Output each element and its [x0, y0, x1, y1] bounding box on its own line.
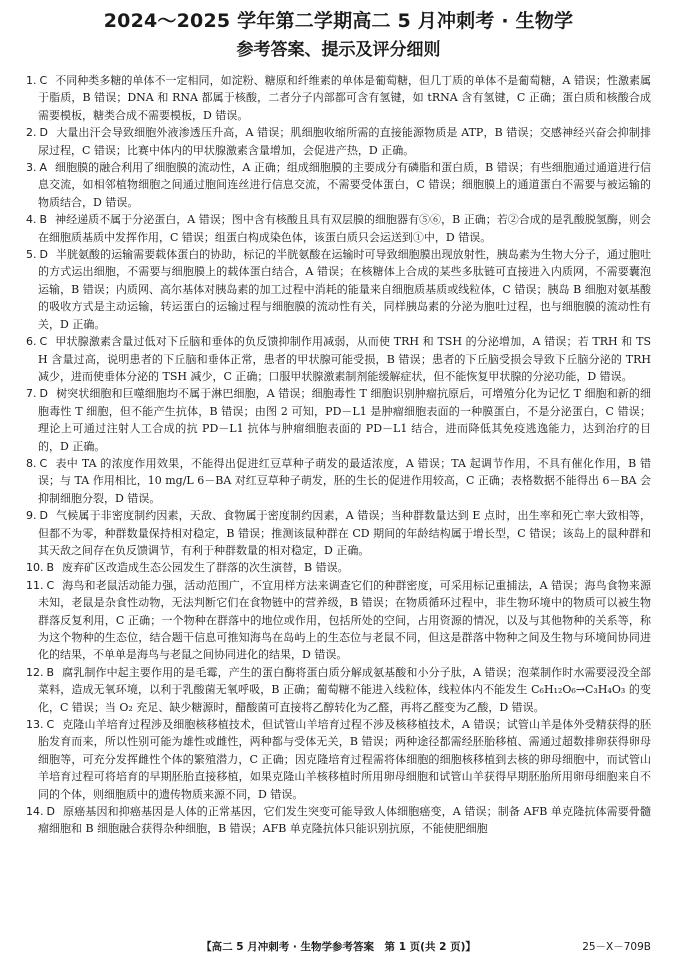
answer-item	[26, 507, 651, 559]
footer-code: 25－X－709B	[582, 941, 651, 953]
answer-choice: D	[39, 509, 48, 523]
answer-choice: C	[39, 456, 48, 470]
answer-item	[26, 72, 651, 124]
answer-explanation: 细胞膜的融合利用了细胞膜的流动性，A 正确；组成细胞膜的主要成分有磷脂和蛋白质，B 错误；有些细胞通过通道进行信息交流，如相邻植物细胞之间通过胞间连丝进行信息交流，不需要受体蛋白，C 错误；细胞膜上的通道蛋白不需要与被运输的物质结合，D 错误。	[38, 161, 651, 209]
answer-explanation: 原癌基因和抑癌基因是人体的正常基因，它们发生突变可能导致人体细胞癌变，A 错误；制备 AFB 单克隆抗体需要骨髓瘤细胞和 B 细胞融合获得杂种细胞，B 错误；AFB 单克隆抗体只能识别抗原，不能使肥细胞	[38, 805, 651, 836]
answer-list	[26, 72, 651, 838]
answer-item	[26, 246, 651, 333]
answer-choice: B	[39, 213, 48, 227]
answer-choice: D	[39, 387, 48, 401]
answer-explanation: 不同种类多糖的单体不一定相同，如淀粉、糖原和纤维素的单体是葡萄糖，但几丁质的单体不是葡萄糖，A 错误；性激素属于脂质，B 错误；DNA 和 RNA 都属于核酸，二者分子内部都可含有氢键，如 tRNA 含有氢键，C 正确；蛋白质和核酸合成需要模板，糖类合成不需要模板，D 错误。	[38, 74, 651, 122]
answer-choice: D	[39, 126, 48, 140]
footer-page-label: 【高二 5 月冲刺考 · 生物学参考答案 第 1 页(共 2 页)】	[201, 941, 476, 953]
answer-explanation: 甲状腺激素含量过低对下丘脑和垂体的负反馈抑制作用减弱，从而使 TRH 和 TSH 的分泌增加，A 错误；若 TRH 和 TSH 含量过高，说明患者的下丘脑和垂体正常，患者的甲状腺可能受损，B 错误；患者的下丘脑受损会导致下丘脑分泌的 TRH 减少，进而使垂体分泌的 TSH 减少，C 正确；口服甲状腺激素制剂能缓解症状，但不能恢复甲状腺的分泌功能，D 错误。	[38, 335, 651, 383]
answer-choice: C	[46, 578, 55, 592]
answer-choice: A	[39, 161, 48, 175]
answer-choice: C	[39, 74, 48, 87]
answer-explanation: 腐乳制作中起主要作用的是毛霉，产生的蛋白酶将蛋白质分解成氨基酸和小分子肽，A 错误；泡菜制作时水需要浸没全部菜料，造成无氧环境，以利于乳酸菌无氧呼吸，B 正确；葡萄糖不能进入线粒体，线粒体内不能发生 C₆H₁₂O₆→C₃H₄O₃ 的变化，C 错误；当 O₂ 充足、缺少糖源时，醋酸菌可直接将乙醇转化为乙醛，再将乙醛变为乙酸，D 错误。	[38, 665, 651, 714]
answer-item	[26, 664, 651, 716]
answer-choice: C	[39, 335, 48, 349]
answer-number: 14.	[26, 805, 44, 819]
answer-item	[26, 577, 651, 664]
answer-explanation: 气候属于非密度制约因素，天敌、食物属于密度制约因素，A 错误；当种群数量达到 E 点时，出生率和死亡率大致相等，但都不为零，种群数量保持相对稳定，B 错误；推测该鼠种群在 CD 期间的年龄结构属于增长型，C 错误；该岛上的鼠种群和其天敌之间存在负反馈调节，有利于种群数量的相对稳定，D 正确。	[38, 509, 651, 557]
answer-item	[26, 333, 651, 385]
answer-item	[26, 124, 651, 159]
answer-explanation: 海鸟和老鼠活动能力强，活动范围广，不宜用样方法来调查它们的种群密度，可采用标记重捕法，A 错误；海鸟食物来源未知，老鼠是杂食性动物，无法判断它们在食物链中的营养级，B 错误；在物质循环过程中，非生物环境中的物质可以被生物群落反复利用，C 正确；一个物种在群落中的地位或作用，包括所处的空间，占用资源的情况，以及与其他物种的关系等，称为这个物种的生态位，结合题干信息可推知海鸟在岛屿上的生态位与老鼠不同，但这是群落中物种之间及生物与环境间协同进化的结果，不单单是海鸟与老鼠之间协同进化的结果，D 错误。	[38, 578, 651, 662]
page-title: 2024～2025 学年第二学期高二 5 月冲刺考 · 生物学	[103, 10, 574, 32]
answer-explanation: 半胱氨酸的运输需要载体蛋白的协助，标记的半胱氨酸在运输时可导致细胞膜出现放射性，胰岛素为生物大分子，通过胞吐的方式运出细胞，不需要与细胞膜上的载体蛋白结合，A 错误；在核糖体上合成的某些多肽链可直接进入内质网，不需要囊泡运输，B 错误；内质网、高尔基体对胰岛素的加工过程中消耗的能量来自细胞质基质或线粒体，C 错误；胰岛 B 细胞对氨基酸的吸收方式是主动运输，转运蛋白的运输过程与细胞膜的流动性有关，同样胰岛素的分泌为胞吐过程，也与细胞膜的流动性有关，D 正确。	[38, 248, 651, 331]
answer-number: 4.	[26, 213, 37, 227]
answer-number: 1.	[26, 74, 37, 87]
answer-number: 3.	[26, 161, 37, 175]
answer-number: 7.	[26, 387, 37, 401]
answer-number: 8.	[26, 456, 37, 470]
answer-number: 13.	[26, 718, 44, 732]
answer-explanation: 废弃矿区改造成生态公园发生了群落的次生演替，B 错误。	[62, 561, 349, 575]
answer-item	[26, 559, 651, 576]
page-footer	[0, 939, 677, 955]
answer-item	[26, 716, 651, 803]
answer-number: 10.	[26, 561, 44, 575]
answer-choice: B	[46, 665, 55, 679]
answer-item	[26, 803, 651, 838]
answer-number: 5.	[26, 248, 37, 262]
page-subtitle: 参考答案、提示及评分细则	[236, 40, 441, 60]
answer-choice: D	[39, 248, 48, 262]
answer-choice: C	[46, 718, 55, 732]
answer-item	[26, 211, 651, 246]
answer-explanation: 表中 TA 的浓度作用效果，不能得出促进红豆草种子萌发的最适浓度，A 错误；TA 起调节作用，不具有催化作用，B 错误；与 TA 作用相比，10 mg/L 6－BA 对红豆草种子萌发，胚的生长的促进作用较高，C 正确；表格数据不能得出 6－BA 会抑制细胞分裂，D 错误。	[38, 456, 651, 505]
answer-explanation: 神经递质不属于分泌蛋白，A 错误；图中含有核酸且具有双层膜的细胞器有⑤⑥，B 正确；若②合成的是乳酸脱氢酶，则会在细胞质基质中发挥作用，C 错误；组蛋白构成染色体，该蛋白质只会运送到①中，D 错误。	[38, 213, 651, 244]
answer-number: 6.	[26, 335, 37, 349]
answer-item	[26, 159, 651, 211]
answer-explanation: 克隆山羊培育过程涉及细胞核移植技术，但试管山羊培育过程不涉及核移植技术，A 错误；试管山羊是体外受精获得的胚胎发育而来，所以性别可能为雄性或雌性，两种都与受体无关，B 错误；两种途径都需经胚胎移植、需通过超数排卵获得卵母细胞等，可充分发挥雌性个体的繁殖潜力，C 正确；因克隆培育过程需将体细胞的细胞核移植到去核的卵母细胞中，而试管山羊培育过程可将培育的早期胚胎直接移植，如果克隆山羊核移植时所用卵母细胞和试管山羊获得早期胚胎所用卵母细胞来自不同的个体，则细胞质中的遗传物质来源不同，D 错误。	[38, 718, 651, 801]
answer-number: 9.	[26, 509, 37, 523]
answer-explanation: 树突状细胞和巨噬细胞均不属于淋巴细胞，A 错误；细胞毒性 T 细胞识别肿瘤抗原后，可增殖分化为记忆 T 细胞和新的细胞毒性 T 细胞，但不能产生抗体，B 错误；由图 2 可知，PD－L1 是肿瘤细胞表面的一种膜蛋白，不是分泌蛋白，C 错误；理论上可通过注射人工合成的抗 PD－L1 抗体与肿瘤细胞表面的 PD－L1 结合，进而降低其免疫逃逸能力，达到治疗的目的，D 正确。	[38, 387, 651, 453]
answer-explanation: 大量出汗会导致细胞外液渗透压升高，A 错误；肌细胞收缩所需的直接能源物质是 ATP，B 错误；交感神经兴奋会抑制排尿过程，C 错误；比赛中体内的甲状腺激素含量增加，会促进产热，D 正确。	[38, 126, 651, 157]
answer-choice: B	[46, 561, 55, 575]
answer-item	[26, 385, 651, 455]
answer-number: 12.	[26, 665, 44, 679]
answer-choice: D	[46, 805, 55, 819]
answer-number: 11.	[26, 578, 44, 592]
answer-number: 2.	[26, 126, 37, 140]
answer-item	[26, 455, 651, 507]
